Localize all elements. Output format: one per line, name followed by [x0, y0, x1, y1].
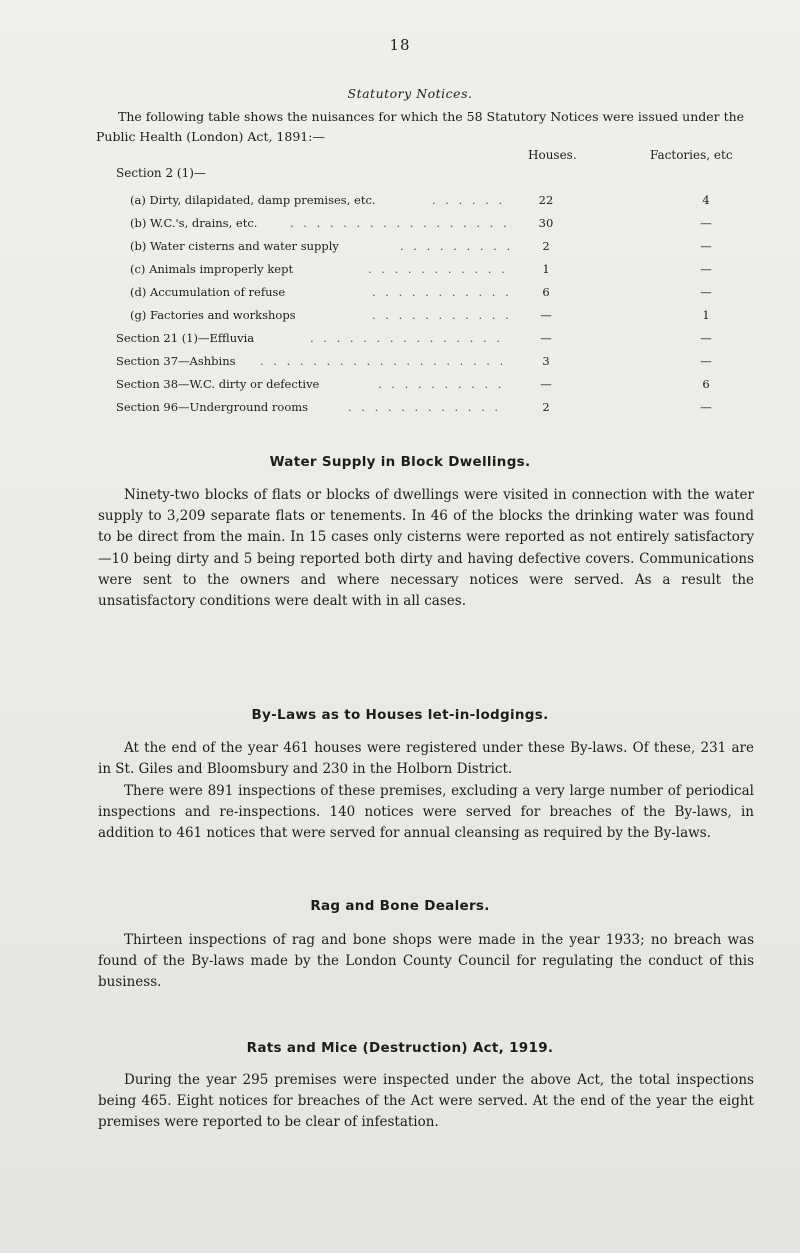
row-label: Section 38—W.C. dirty or defective: [116, 377, 320, 391]
leader-dots: . . . . . . . . . . . . . . . . .: [290, 216, 510, 230]
page-number: 18: [389, 36, 411, 54]
row-factories: —: [700, 285, 712, 299]
rats-mice-paragraph: During the year 295 premises were inspected under the above Act, the total inspections being 465. Eight notices for breaches of the Act were served. At the end of the year the eight premises were reported to be clear of infestation.: [98, 1072, 754, 1131]
leader-dots: . . . . . . . . . . .: [368, 262, 508, 276]
table-row: [0, 398, 800, 416]
leader-dots: . . . . . . . . . . . . . . . . . . .: [260, 354, 507, 368]
row-factories: —: [700, 262, 712, 276]
leader-dots: . . . . . . . . . . . . . . .: [310, 331, 504, 345]
row-houses: —: [540, 377, 552, 391]
table-row: [0, 237, 800, 255]
row-houses: —: [540, 308, 552, 322]
leader-dots: . . . . . . . . . . . .: [348, 400, 502, 414]
row-factories: 6: [702, 377, 710, 391]
table-row: [0, 260, 800, 278]
row-label: Section 96—Underground rooms: [116, 400, 309, 414]
row-houses: 3: [542, 354, 550, 368]
row-houses: —: [540, 331, 552, 345]
water-supply-paragraph: Ninety-two blocks of flats or blocks of dwellings were visited in connection with the water supply to 3,209 separate flats or tenements. In 46 of the blocks the drinking water was found to be direct from the main. In 15 cases only cisterns were reported as not entirely satisfactory—10 being dirty and 5 being reported both dirty and having defective covers. Communications were sent to the owners and where necessary notices were served. As a result the unsatisfactory conditions were dealt with in all cases.: [98, 487, 754, 610]
table-row: [0, 283, 800, 301]
row-factories: —: [700, 331, 712, 345]
leader-dots: . . . . . . . . . . .: [372, 285, 512, 299]
row-factories: 4: [702, 193, 710, 207]
row-factories: —: [700, 354, 712, 368]
leader-dots: . . . . . .: [432, 193, 506, 207]
statutory-notices-caption: Statutory Notices.: [347, 86, 473, 101]
row-factories: —: [700, 239, 712, 253]
row-label: (a) Dirty, dilapidated, damp premises, etc.: [130, 193, 376, 207]
bylaws-heading: By-Laws as to Houses let-in-lodgings.: [251, 707, 549, 723]
row-houses: 2: [542, 400, 550, 414]
water-supply-heading: Water Supply in Block Dwellings.: [269, 454, 531, 470]
row-factories: 1: [702, 308, 710, 322]
rats-mice-heading: Rats and Mice (Destruction) Act, 1919.: [246, 1040, 554, 1056]
row-label: (b) W.C.'s, drains, etc.: [130, 216, 258, 230]
row-label: Section 21 (1)—Effluvia: [116, 331, 255, 345]
row-factories: —: [700, 216, 712, 230]
bylaws-paragraph-2: There were 891 inspections of these premises, excluding a very large number of periodical inspections and re-inspections. 140 notices were served for breaches of the By-laws, in addition to 461 notices that were served for annual cleansing as required by the By-laws.: [98, 783, 754, 842]
row-label: (g) Factories and workshops: [130, 308, 296, 322]
table-row: [0, 191, 800, 209]
table-row: [0, 306, 800, 324]
row-houses: 22: [538, 193, 554, 207]
rag-bone-heading: Rag and Bone Dealers.: [310, 898, 490, 914]
factories-column-header: Factories, etc: [650, 148, 733, 162]
rag-bone-paragraph: Thirteen inspections of rag and bone shops were made in the year 1933; no breach was found of the By-laws made by the London County Council for regulating the conduct of this business.: [98, 932, 754, 991]
table-row: [0, 329, 800, 347]
statutory-intro: The following table shows the nuisances for which the 58 Statutory Notices were issued under the Public Health (London) Act, 1891:—: [96, 109, 745, 144]
row-label: (d) Accumulation of refuse: [130, 285, 286, 299]
row-houses: 2: [542, 239, 550, 253]
houses-column-header: Houses.: [528, 148, 577, 162]
row-houses: 30: [538, 216, 554, 230]
row-label: (c) Animals improperly kept: [130, 262, 294, 276]
bylaws-paragraph-1: At the end of the year 461 houses were registered under these By-laws. Of these, 231 are in St. Giles and Bloomsbury and 230 in the Holborn District.: [98, 740, 754, 778]
section-2-heading: Section 2 (1)—: [116, 166, 206, 180]
row-houses: 6: [542, 285, 550, 299]
table-row: [0, 352, 800, 370]
row-label: (b) Water cisterns and water supply: [130, 239, 339, 253]
leader-dots: . . . . . . . . . .: [378, 377, 505, 391]
row-houses: 1: [542, 262, 550, 276]
table-row: [0, 375, 800, 393]
leader-dots: . . . . . . . . . . .: [372, 308, 512, 322]
row-label: Section 37—Ashbins: [116, 354, 236, 368]
leader-dots: . . . . . . . . .: [400, 239, 514, 253]
row-factories: —: [700, 400, 712, 414]
table-row: [0, 214, 800, 232]
